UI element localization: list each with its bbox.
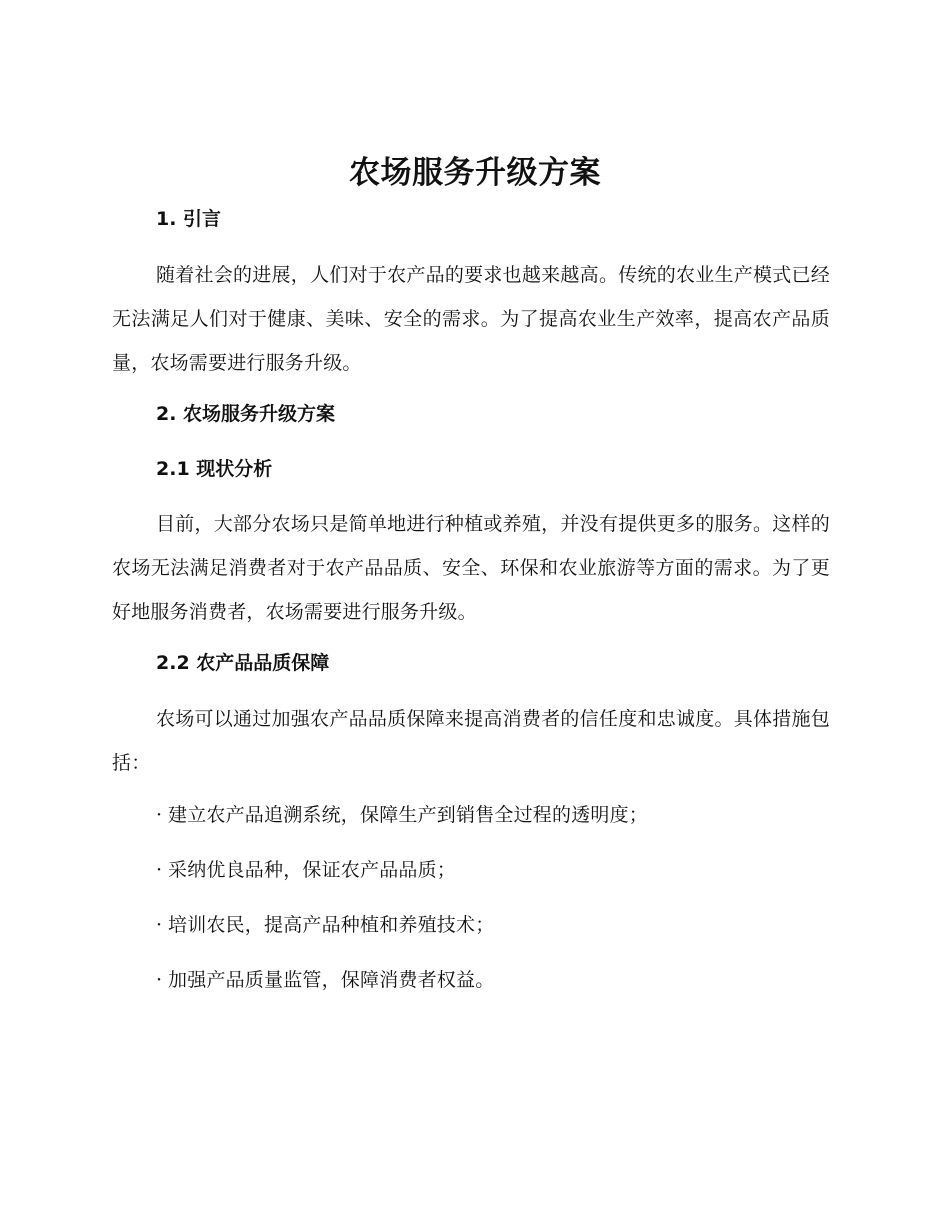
status-analysis-paragraph: 目前，大部分农场只是简单地进行种植或养殖，并没有提供更多的服务。这样的农场无法满足消费者对于农产品品质、安全、环保和农业旅游等方面的需求。为了更好地服务消费者，农场需要进行服务升级。 bbox=[112, 513, 830, 623]
bullet-icon: · bbox=[156, 969, 163, 991]
document-title: 农场服务升级方案 bbox=[349, 155, 601, 191]
subsection-heading-quality-assurance: 2.2 农产品品质保障 bbox=[156, 652, 330, 674]
subsection-heading-status-analysis: 2.1 现状分析 bbox=[156, 458, 273, 480]
list-item-text: 加强产品质量监管，保障消费者权益。 bbox=[168, 969, 495, 991]
list-item bbox=[156, 911, 836, 939]
list-item bbox=[156, 801, 836, 829]
bullet-icon: · bbox=[156, 914, 163, 936]
introduction-paragraph: 随着社会的进展，人们对于农产品的要求也越来越高。传统的农业生产模式已经无法满足人们对于健康、美味、安全的需求。为了提高农业生产效率，提高农产品质量，农场需要进行服务升级。 bbox=[112, 264, 830, 374]
list-item-text: 采纳优良品种，保证农产品品质； bbox=[168, 859, 457, 881]
quality-assurance-paragraph: 农场可以通过加强农产品品质保障来提高消费者的信任度和忠诚度。具体措施包括： bbox=[112, 708, 830, 774]
list-item bbox=[156, 966, 836, 994]
section-heading-introduction: 1. 引言 bbox=[156, 208, 222, 230]
bullet-icon: · bbox=[156, 804, 163, 826]
list-item-text: 建立农产品追溯系统，保障生产到销售全过程的透明度； bbox=[168, 804, 649, 826]
section-heading-upgrade-plan: 2. 农场服务升级方案 bbox=[156, 403, 336, 425]
bullet-icon: · bbox=[156, 859, 163, 881]
list-item-text: 培训农民，提高产品种植和养殖技术； bbox=[168, 914, 495, 936]
list-item bbox=[156, 856, 836, 884]
